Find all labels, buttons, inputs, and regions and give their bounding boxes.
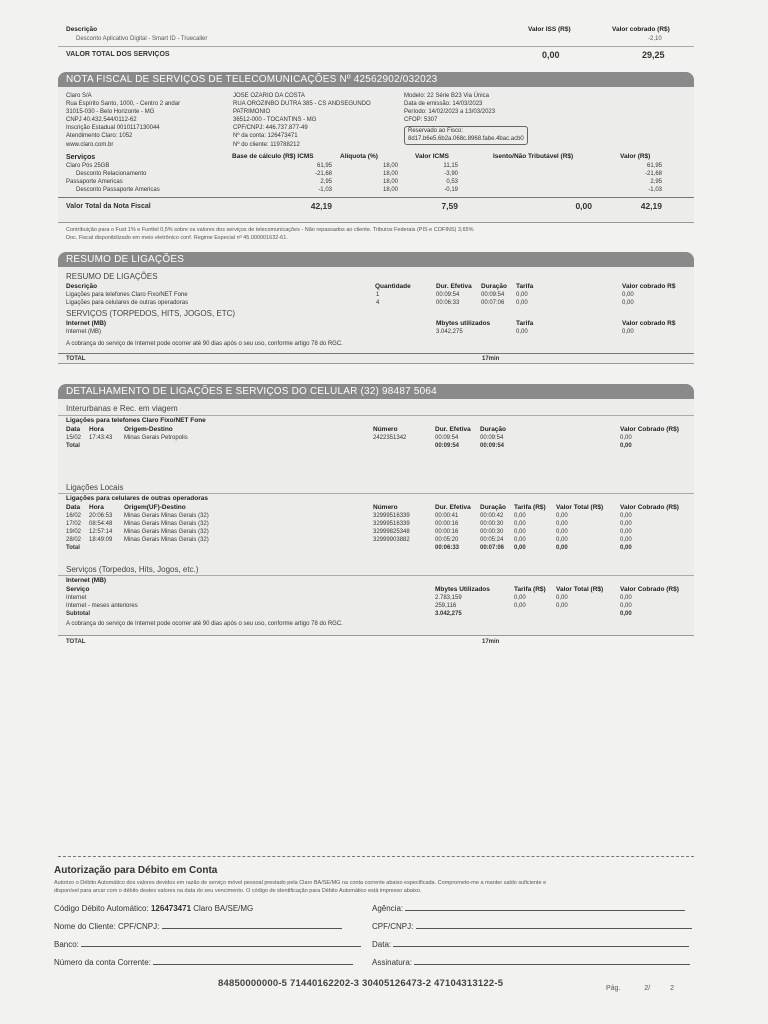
resumo-col-dur-efetiva: Dur. Efetiva: [436, 283, 472, 290]
nf-row-base: -21,68: [314, 171, 332, 177]
nf-row-aliquota: 18,00: [382, 171, 398, 177]
agencia-field[interactable]: Agência:: [372, 904, 685, 915]
nf-row-icms: 0,53: [446, 179, 458, 185]
resumo-servicos-col-tarifa: Tarifa: [516, 320, 534, 327]
company-ie: Inscrição Estadual 0010117130044: [66, 125, 160, 132]
nf-total-base: 42,19: [310, 201, 332, 211]
resumo-col-tarifa: Tarifa: [516, 283, 534, 290]
detalhe-total-label: TOTAL: [66, 639, 86, 645]
company-name: Claro S/A: [66, 93, 92, 99]
data-line[interactable]: [393, 946, 689, 947]
client-address: RUA OROZINBO DUTRA 385 - CS ANDSEGUNDO: [233, 101, 371, 108]
resumo-servicos-col-valor: Valor cobrado R$: [622, 320, 676, 327]
auth-text-1: Autorizo o Débito Automático dos valores devidos em razão de serviço móvel pessoal prestado pela Claro BA/SE/MG na conta corrente abaixo especificada. Comprometo-me a manter saldo suficiente e: [54, 880, 547, 886]
nome-cliente-field[interactable]: Nome do Cliente: CPF/CNPJ:: [54, 922, 342, 933]
resumo-subtitle: RESUMO DE LIGAÇÕES: [66, 272, 158, 281]
resumo-servicos-col-mb: Mbytes utilizados: [436, 320, 491, 327]
nf-row-service: Claro Pós 25GB: [66, 163, 110, 169]
nf-row-valor: 61,95: [646, 163, 662, 169]
nf-row-base: 61,95: [316, 163, 332, 169]
detalhe-sec2-sub: Ligações para celulares de outras operadoras: [66, 495, 208, 502]
nf-cfop: CFOP: 5307: [404, 117, 438, 124]
codigo-debito-value: 126473471: [150, 904, 192, 913]
nf-col-icms: Valor ICMS: [415, 153, 449, 160]
nf-title-bar: NOTA FISCAL DE SERVIÇOS DE TELECOMUNICAÇÕES Nº 42562902/032023: [58, 72, 694, 87]
nf-row-valor: -21,68: [644, 171, 662, 177]
col-valor-cobrado: Valor cobrado (R$): [612, 26, 670, 33]
company-atendimento: Atendimento Claro: 1052: [66, 133, 133, 140]
client-number: Nº do cliente: 119788212: [233, 141, 300, 148]
resumo-title-bar: RESUMO DE LIGAÇÕES: [58, 252, 694, 267]
nf-total-valor: 42,19: [640, 201, 662, 211]
data-field[interactable]: Data:: [372, 940, 689, 951]
reserved-label: Reservado ao Fisco:: [408, 128, 464, 135]
nf-col-base: Base de cálculo (R$) ICMS: [232, 153, 314, 160]
resumo-note: A cobrança do serviço de Internet pode ocorrer até 90 dias após o seu uso, conforme artigo 78 do RGC.: [66, 341, 343, 347]
nf-note-regime: Doc. Fiscal disponibilizado em meio eletrônico conf. Regime Especial nº 45.000001632-61.: [66, 235, 288, 241]
resumo-box: RESUMO DE LIGAÇÕES Descrição Quantidade Dur. Efetiva Duração Tarifa Valor cobrado R$ Ligações para telefones Claro Fixo/NET Fone 1 00:09:54 00:09:54 0,00 0,00 Ligações para celulares de outras operadoras 4 00:06:33 00:07:06 0,00 0,00 SERVIÇOS (TORPEDOS, HITS, JOGOS, ETC) Internet (MB) Mbytes utilizados Tarifa Valor cobrado R$ Internet (MB) 3.042,275 0,00 0,00 A cobrança do serviço de Internet pode ocorrer até 90 dias após o seu uso, conforme artigo 78 do RGC. TOTAL 17min: [58, 267, 694, 364]
top-row-desc: Desconto Aplicativo Digital - Smart ID - Truecaller: [76, 36, 208, 42]
cpf-field[interactable]: CPF/CNPJ:: [372, 922, 692, 933]
nf-total-isento: 0,00: [575, 201, 592, 211]
assinatura-field[interactable]: Assinatura:: [372, 958, 690, 969]
resumo-servicos-title: SERVIÇOS (TORPEDOS, HITS, JOGOS, ETC): [66, 309, 236, 318]
nf-note-tributos: Contribuição para o Fust 1% e Funttel 0,5% sobre os valores dos serviços de telecomunicações - Não repassados ao cliente. Tributos Federais (PIS e COFINS) 3,65%: [66, 227, 474, 233]
nf-row-service: Desconto Relacionamento: [76, 171, 147, 177]
nf-period: Período: 14/02/2023 a 13/03/2023: [404, 109, 496, 116]
top-row-value: -2,10: [648, 36, 662, 42]
company-block: [66, 92, 180, 149]
resumo-col-quantidade: Quantidade: [375, 283, 411, 290]
nf-row-aliquota: 18,00: [382, 163, 398, 169]
agencia-line[interactable]: [405, 910, 685, 911]
nome-cliente-line[interactable]: [162, 928, 342, 929]
company-address: Rua Espírito Santo, 1000, - Centro 2 andar: [66, 101, 181, 108]
nf-col-isento: Isento/Não Tributável (R$): [493, 153, 574, 160]
client-cpf: CPF/CNPJ: 446.737.877-49: [233, 125, 308, 132]
nf-row-service: Passaporte Americas: [66, 179, 123, 185]
nf-row-service: Desconto Passaporte Americas: [76, 187, 160, 193]
resumo-col-duracao: Duração: [481, 283, 508, 290]
nf-row-valor: -1,03: [648, 187, 662, 193]
reserved-code: 8d17.b6e5.6b2a.068c.8968.fabe.4bac.acb0: [408, 136, 524, 143]
codigo-debito: Código Débito Automático: 126473471 Claro BA/SE/MG: [54, 904, 254, 913]
nf-box: [58, 87, 694, 223]
resumo-servicos-col: Internet (MB): [66, 320, 107, 327]
nf-total-icms: 7,59: [441, 201, 458, 211]
banco-field[interactable]: Banco:: [54, 940, 361, 951]
assinatura-line[interactable]: [414, 964, 690, 965]
reserved-fisco-box: [404, 126, 528, 144]
resumo-total-label: TOTAL: [66, 356, 86, 362]
nf-col-valor: Valor (R$): [620, 153, 651, 160]
barcode-number: 84850000000-5 71440162202-3 30405126473-2 47104313122-5: [218, 978, 504, 989]
nf-total-label: Valor Total da Nota Fiscal: [66, 203, 151, 210]
detalhe-sec1-title: Interurbanas e Rec. em viagem: [66, 404, 178, 413]
nf-info-block: [404, 92, 528, 145]
nf-model: Modelo: 22 Série B23 Via Única: [404, 93, 489, 99]
total-cobrado: 29,25: [642, 50, 665, 60]
company-city: 31015-030 - Belo Horizonte - MG: [66, 109, 155, 116]
detalhe-total-min: 17min: [482, 639, 500, 645]
client-account: Nº da conta: 126473471: [233, 133, 298, 140]
client-block: [233, 92, 371, 149]
nf-row-base: 2,95: [320, 179, 332, 185]
detalhe-sec3-title: Serviços (Torpedos, Hits, Jogos, etc.): [66, 565, 199, 574]
nf-row-icms: -0,19: [444, 187, 458, 193]
auth-text-2: disponível para arcar com o débito destes valores na data do seu vencimento. O código de identificação para Débito Automático está impresso abaixo.: [54, 888, 422, 894]
nf-col-aliquota: Alíquota (%): [340, 153, 378, 160]
detalhe-sec3-sub: Internet (MB): [66, 577, 107, 584]
company-cnpj: CNPJ 40.432.544/0112-62: [66, 117, 137, 124]
banco-line[interactable]: [81, 946, 361, 947]
detalhe-box: Interurbanas e Rec. em viagem Ligações para telefones Claro Fixo/NET Fone Data Hora Origem-Destino Número Dur. Efetiva Duração Valor Cobrado (R$) 15/02 17:43:43 Minas Gerais Petropolis 2422351342 00:09:54 00:09:54 0,00 Total 00:09:54 00:09:54 0,00 Ligações Locais Ligações para celulares de outras operadoras Data Hora Origem(UF)-Destino Número Dur. Efetiva Duração Tarifa (R$) Valor Total (R$) Valor Cobrado (R$) 16/02 20:06:53 Minas Gerais Minas Gerais (32) 32999516339 00:00:41 00:00:42 0,00 0,00 0,00 17/02 08:54:48 Minas Gerais Minas Gerais (32) 32999516339 00:00:16 00:00:30 0,00 0,00 0,00 19/02 12:57:14 Minas Gerais Minas Gerais (32) 32999825348 00:00:16 00:00:30 0,00 0,00 0,00 28/02 18:49:09 Minas Gerais Minas Gerais (32) 32999903882 00:05:20 00:05:24 0,00 0,00 0,00 Total 00:06:33 00:07:06 0,00 0,00 0,00 Serviços (Torpedos, Hits, Jogos, etc.) Internet (MB) Serviço Mbytes Utilizados Tarifa (R$) Valor Total (R$) Valor Cobrado (R$) Internet 2.783,159 0,00 0,00 0,00 Internet - meses anteriores 259,116 0,00 0,00 0,00 Subtotal 3.042,275 0,00 A cobrança do serviço de Internet pode ocorrer até 90 dias após o seu uso, conforme artigo 78 do RGC.: [58, 399, 694, 636]
detalhe-sec2-title: Ligações Locais: [66, 483, 124, 492]
numero-conta-line[interactable]: [153, 964, 353, 965]
total-services-label: VALOR TOTAL DOS SERVIÇOS: [66, 51, 170, 58]
nf-row-icms: -3,90: [444, 171, 458, 177]
client-district: PATRIMONIO: [233, 109, 271, 116]
page-number: Pág. 2/ 2: [606, 985, 675, 992]
auth-title: Autorização para Débito em Conta: [54, 865, 218, 876]
detalhe-sec1-sub: Ligações para telefones Claro Fixo/NET Fone: [66, 417, 206, 424]
resumo-col-descricao: Descrição: [66, 283, 98, 290]
nf-emission-date: Data de emissão: 14/03/2023: [404, 101, 483, 108]
numero-conta-field[interactable]: Número da conta Corrente:: [54, 958, 353, 969]
cpf-line[interactable]: [416, 928, 692, 929]
nf-col-servicos: Serviços: [66, 154, 96, 161]
detalhe-note: A cobrança do serviço de Internet pode ocorrer até 90 dias após o seu uso, conforme artigo 78 do RGC.: [66, 621, 343, 627]
company-site[interactable]: www.claro.com.br: [66, 141, 114, 148]
nf-row-aliquota: 18,00: [382, 179, 398, 185]
nf-row-icms: 11,15: [443, 163, 458, 169]
nf-row-aliquota: 18,00: [382, 187, 398, 193]
nf-row-base: -1,03: [318, 187, 332, 193]
nf-row-valor: 2,95: [650, 179, 662, 185]
client-city: 36512-000 - TOCANTINS - MG: [233, 117, 317, 124]
total-iss: 0,00: [542, 50, 560, 60]
detalhe-title-bar: DETALHAMENTO DE LIGAÇÕES E SERVIÇOS DO CELULAR (32) 98487 5064: [58, 384, 694, 399]
client-name: JOSE OZARIO DA COSTA: [233, 93, 305, 99]
resumo-col-valor: Valor cobrado R$: [622, 283, 676, 290]
col-descricao: Descrição: [66, 26, 98, 33]
resumo-total-min: 17min: [482, 356, 500, 362]
col-valor-iss: Valor ISS (R$): [528, 26, 571, 33]
